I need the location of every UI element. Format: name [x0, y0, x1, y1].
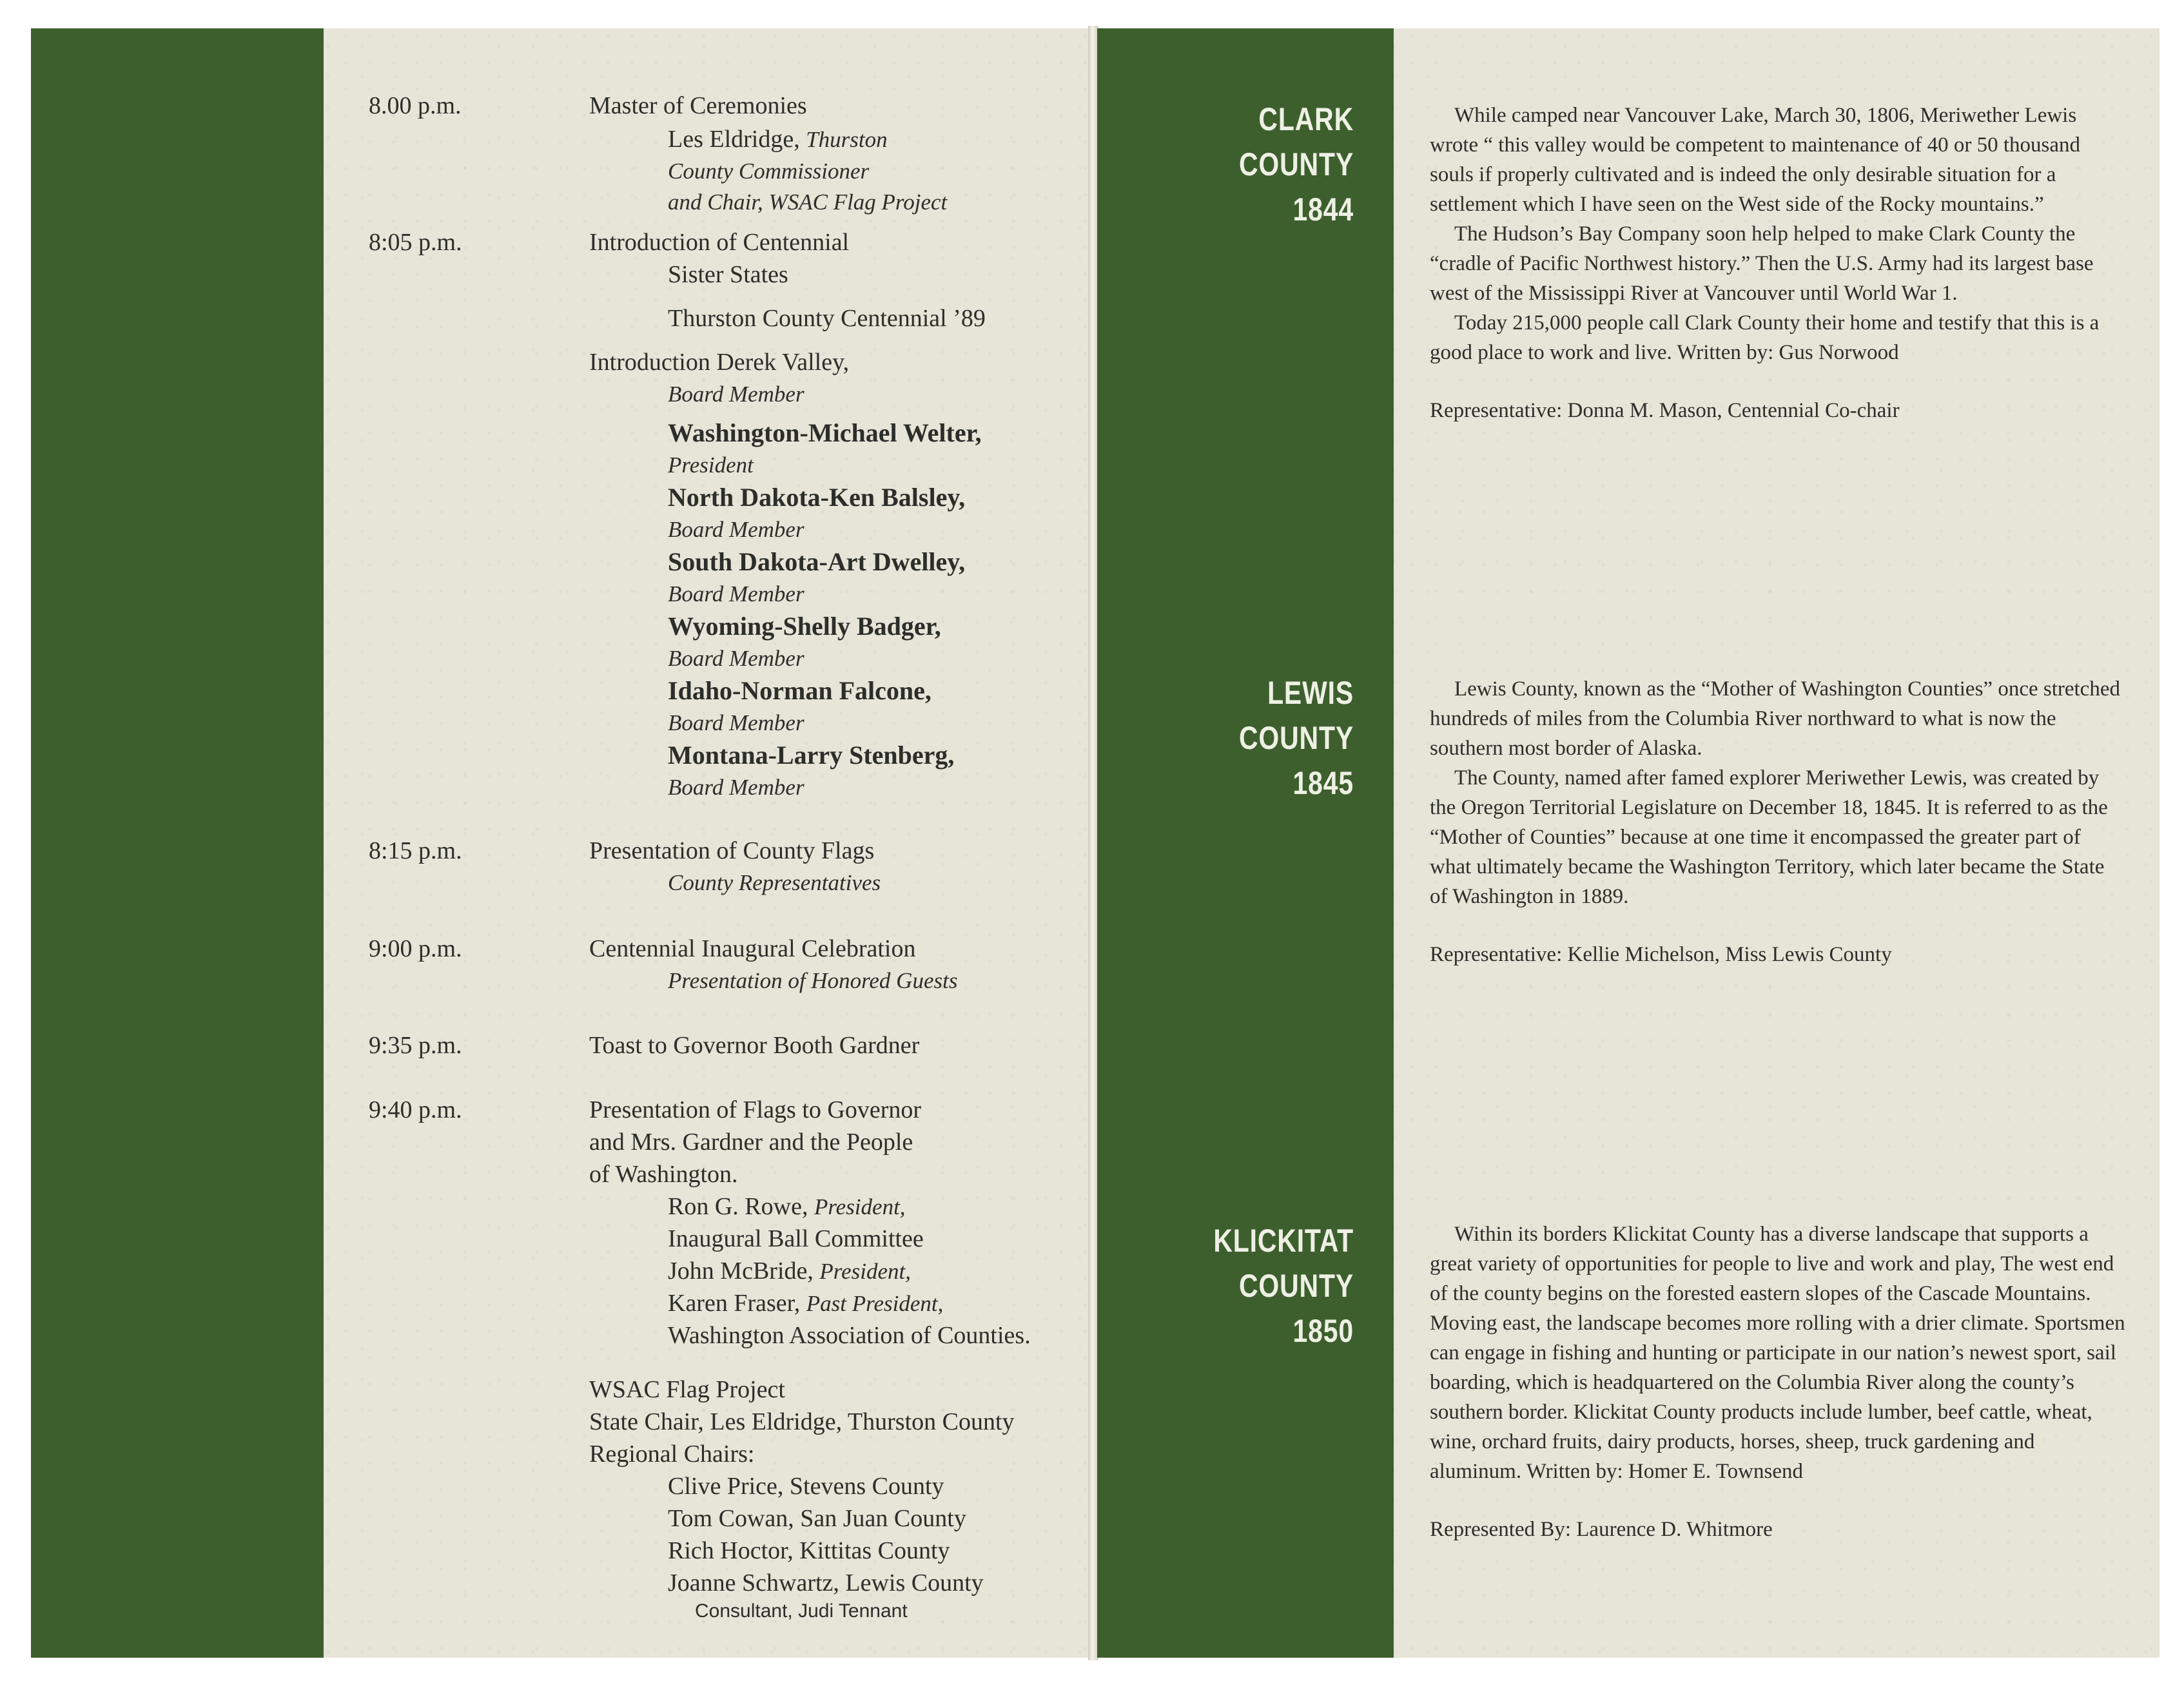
- state-name: Montana-Larry Stenberg,: [668, 741, 955, 770]
- program-title: and Mrs. Gardner and the People: [589, 1129, 913, 1156]
- time-940: 9:40 p.m.: [369, 1096, 462, 1123]
- county-text-klickitat: [1430, 1219, 2126, 1544]
- county-paragraph: The County, named after famed explorer Meriwether Lewis, was created by the Oregon Territorial Legislature on December 18, 1845. It is referred to as the “Mother of Counties” because at one time it encompassed the greater part of what ultimately became the Washington Territory, which later became the State of Washington in 1889.: [1430, 766, 2108, 908]
- state-name: Washington-Michael Welter,: [668, 418, 982, 447]
- time-805: 8:05 p.m.: [369, 229, 462, 256]
- time-815: 8:15 p.m.: [369, 837, 462, 864]
- regional-chair: Rich Hoctor, Kittitas County: [668, 1537, 950, 1564]
- regional-chair: Joanne Schwartz, Lewis County: [668, 1569, 984, 1596]
- county-year: 1850: [1292, 1313, 1354, 1349]
- program-title: Master of Ceremonies: [589, 92, 807, 119]
- program-person-role: County Commissioner: [668, 159, 870, 184]
- county-label: COUNTY: [1238, 720, 1354, 756]
- time-900: 9:00 p.m.: [369, 935, 462, 962]
- state-name: Idaho-Norman Falcone,: [668, 676, 931, 705]
- time-935: 9:35 p.m.: [369, 1032, 462, 1059]
- state-role: Board Member: [668, 775, 804, 800]
- county-year: 1845: [1292, 765, 1354, 801]
- state-role: Board Member: [668, 646, 804, 671]
- county-heading-klickitat: [1211, 1218, 1354, 1353]
- person-name: John McBride,: [668, 1257, 814, 1285]
- right-green-band: [1097, 28, 1394, 1658]
- program-title: Sister States: [668, 261, 788, 288]
- program-subtitle: County Representatives: [668, 870, 881, 895]
- regional-chair: Tom Cowan, San Juan County: [668, 1505, 966, 1532]
- state-role: Board Member: [668, 581, 804, 606]
- wsac-title: WSAC Flag Project: [589, 1376, 785, 1403]
- wsac-state-chair: State Chair, Les Eldridge, Thurston County: [589, 1408, 1015, 1435]
- state-role: Board Member: [668, 710, 804, 735]
- program-person-role: Board Member: [668, 382, 804, 407]
- person-name: Les Eldridge,: [668, 126, 800, 153]
- county-paragraph: Within its borders Klickitat County has a diverse landscape that supports a great variety of opportunities for people to live and work and play, The west end of the county begins on the forested eastern slopes of the Cascade Mountains. Moving east, the landscape becomes more rolling with a drier climate. Sportsmen can engage in fishing and hunting or participate in our nation’s newest sport, sail boarding, which is headquartered on the Columbia River along the county’s southern border. Klickitat County products include lumber, beef cattle, wheat, wine, orchard fruits, dairy products, horses, sheep, truck gardening and aluminum. Written by: Homer E. Townsend: [1430, 1223, 2125, 1483]
- program-title: Centennial Inaugural Celebration: [589, 935, 916, 962]
- program-person-org: Inaugural Ball Committee: [668, 1225, 924, 1252]
- county-representative: Representative: Donna M. Mason, Centennial Co-chair: [1430, 399, 1900, 422]
- county-year: 1844: [1292, 191, 1354, 228]
- county-paragraph: Today 215,000 people call Clark County their home and testify that this is a good place to work and live. Written by: Gus Norwood: [1430, 311, 2100, 364]
- county-text-clark: [1430, 101, 2126, 425]
- county-paragraph: While camped near Vancouver Lake, March 30, 1806, Meriwether Lewis wrote “ this valley would be competent to maintenance of 40 or 50 thousand souls if properly cultivated and is indeed the only desirable situation for a settlement which I have seen on the West side of the Rocky mountains.”: [1430, 104, 2080, 216]
- county-paragraph: The Hudson’s Bay Company soon help helped to make Clark County the “cradle of Pacific Northwest history.” Then the U.S. Army had its largest base west of the Mississippi River at Vancouver until World War 1.: [1430, 222, 2094, 305]
- person-role: President,: [819, 1259, 911, 1284]
- time-800: 8.00 p.m.: [369, 92, 462, 119]
- state-name: South Dakota-Art Dwelley,: [668, 547, 966, 576]
- person-role: Past President,: [806, 1291, 944, 1316]
- regional-chair: Clive Price, Stevens County: [668, 1473, 944, 1500]
- county-representative: Representative: Kellie Michelson, Miss Lewis County: [1430, 943, 1892, 966]
- consultant: Consultant, Judi Tennant: [695, 1600, 908, 1622]
- person-name: Ron G. Rowe,: [668, 1193, 808, 1220]
- program-item: Introduction Derek Valley,: [589, 349, 850, 376]
- county-heading-lewis: [1211, 670, 1354, 806]
- county-name: LEWIS: [1267, 675, 1354, 711]
- state-role: President: [668, 452, 754, 478]
- program-person: [668, 1256, 911, 1287]
- county-text-lewis: [1430, 674, 2126, 969]
- program-person-org: Washington Association of Counties.: [668, 1322, 1031, 1349]
- program-title: Presentation of Flags to Governor: [589, 1096, 922, 1123]
- person-role: President,: [814, 1194, 906, 1219]
- county-label: COUNTY: [1238, 1268, 1354, 1304]
- program-person: [668, 124, 888, 155]
- program-title: Presentation of County Flags: [589, 837, 875, 864]
- person-role: Thurston: [806, 127, 888, 152]
- program-title: Introduction of Centennial: [589, 229, 850, 256]
- state-role: Board Member: [668, 517, 804, 542]
- county-name: CLARK: [1258, 101, 1354, 137]
- county-heading-clark: [1211, 97, 1354, 232]
- program-person: [668, 1288, 943, 1319]
- program-title: of Washington.: [589, 1161, 738, 1188]
- person-name: Karen Fraser,: [668, 1290, 801, 1317]
- program-title: Toast to Governor Booth Gardner: [589, 1032, 920, 1059]
- county-name: KLICKITAT: [1213, 1223, 1354, 1259]
- wsac-regional: Regional Chairs:: [589, 1441, 755, 1468]
- state-name: North Dakota-Ken Balsley,: [668, 483, 966, 512]
- county-paragraph: Lewis County, known as the “Mother of Washington Counties” once stretched hundreds of miles from the Columbia River northward to what is now the southern most border of Alaska.: [1430, 677, 2120, 760]
- county-representative: Represented By: Laurence D. Whitmore: [1430, 1518, 1773, 1541]
- program-item: Thurston County Centennial ’89: [668, 305, 986, 332]
- county-label: COUNTY: [1238, 146, 1354, 182]
- program-person-role: and Chair, WSAC Flag Project: [668, 189, 948, 215]
- program-person: [668, 1191, 906, 1223]
- state-name: Wyoming-Shelly Badger,: [668, 612, 941, 641]
- left-green-band: [31, 28, 324, 1658]
- program-subtitle: Presentation of Honored Guests: [668, 968, 958, 993]
